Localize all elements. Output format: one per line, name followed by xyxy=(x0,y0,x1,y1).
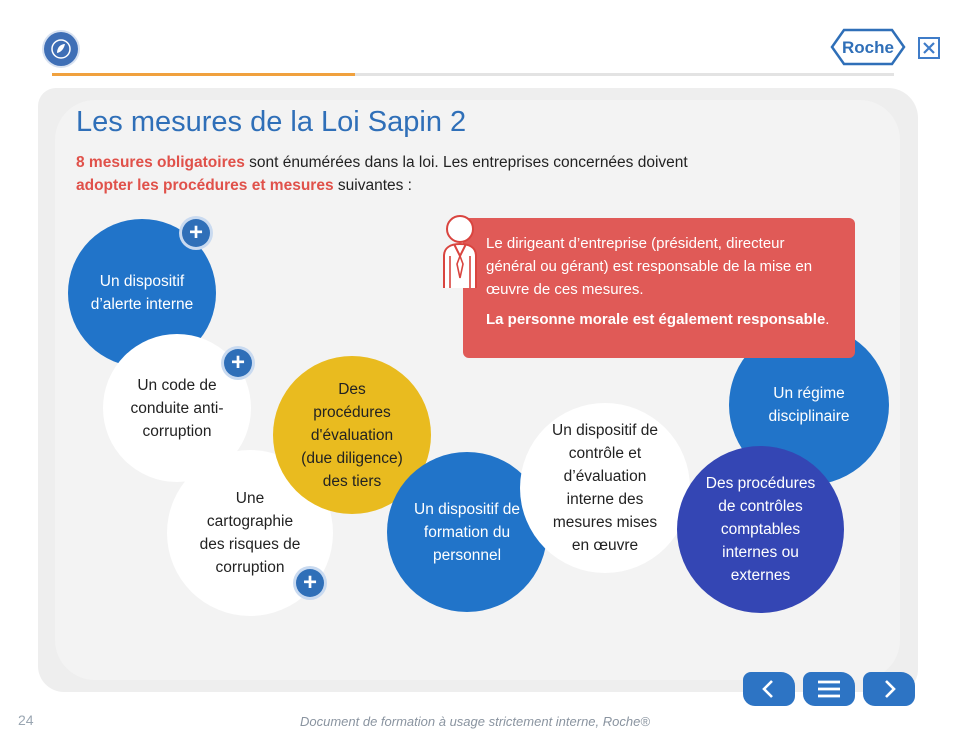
page-number: 24 xyxy=(18,712,34,728)
progress-bar xyxy=(52,73,355,76)
measure-label: Des procédures de contrôles comptables internes ou externes xyxy=(705,475,816,584)
brand-text: Roche xyxy=(842,38,894,57)
measure-label: Une cartographie des risques de corruption xyxy=(199,490,301,576)
info-box xyxy=(463,218,855,358)
measure-label: Un dispositif de contrôle et d’évaluation interne des mesures mises en œuvre xyxy=(552,422,658,554)
info-text-1: Le dirigeant d’entreprise (président, directeur général ou gérant) est responsable de la mise en œuvre de ces mesures. xyxy=(486,235,813,298)
page-title: Les mesures de la Loi Sapin 2 xyxy=(76,106,467,138)
roche-logo xyxy=(830,28,906,66)
measure-label: Un régime disciplinaire xyxy=(768,385,850,425)
info-text-2-end: . xyxy=(825,311,830,328)
measure-controles-comptables[interactable] xyxy=(677,446,844,613)
plus-button-alerte[interactable]: + xyxy=(182,219,210,247)
measure-label: Un code de conduite anti-corruption xyxy=(130,376,224,440)
previous-button[interactable] xyxy=(743,672,795,706)
measure-label: Un dispositif de formation du personnel xyxy=(414,500,520,564)
intro-text xyxy=(76,151,716,197)
menu-icon xyxy=(815,678,843,700)
footer-notice: Document de formation à usage strictement interne, Roche® xyxy=(300,714,650,729)
next-button[interactable] xyxy=(863,672,915,706)
intro-highlight-1: 8 mesures obligatoires xyxy=(76,154,245,171)
measure-label: Des procédures d'évaluation (due diligence) des tiers xyxy=(301,380,403,490)
plus-button-code[interactable]: + xyxy=(224,349,252,377)
plus-button-cartographie[interactable]: + xyxy=(296,569,324,597)
business-person-icon xyxy=(436,212,484,290)
menu-button[interactable] xyxy=(803,672,855,706)
close-button[interactable] xyxy=(918,37,940,59)
intro-text-2: suivantes : xyxy=(333,177,412,194)
chevron-right-icon xyxy=(878,678,900,700)
close-icon xyxy=(922,41,936,55)
logo-icon xyxy=(44,32,78,66)
info-text-2-bold: La personne morale est également responsable xyxy=(486,311,826,328)
measure-controle-evaluation[interactable] xyxy=(520,403,690,573)
measure-label: Un dispositif d’alerte interne xyxy=(90,273,194,313)
intro-text-1: sont énumérées dans la loi. Les entreprises concernées doivent xyxy=(244,154,688,171)
chevron-left-icon xyxy=(758,678,780,700)
intro-highlight-2: adopter les procédures et mesures xyxy=(76,177,334,194)
